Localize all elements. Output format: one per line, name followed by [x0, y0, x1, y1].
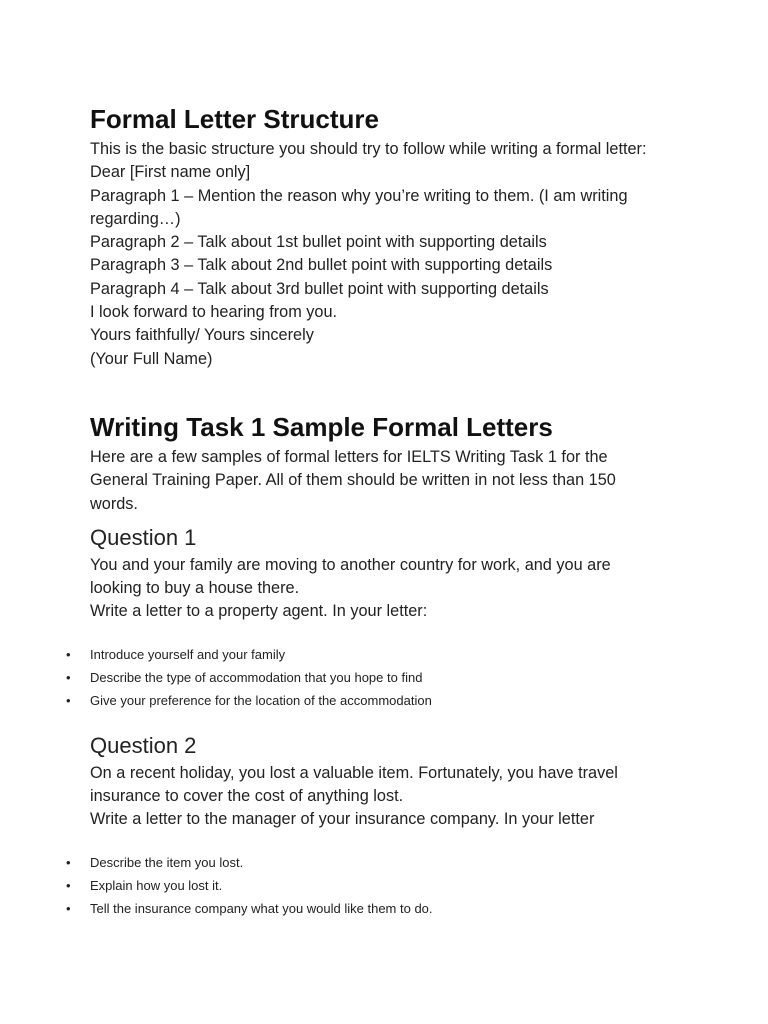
question-line: Write a letter to a property agent. In your letter:: [90, 602, 428, 621]
body-line: Yours faithfully/ Yours sincerely: [90, 326, 314, 345]
list-item-text: Explain how you lost it.: [90, 877, 223, 893]
intro-line: words.: [90, 494, 138, 513]
list-item: [66, 643, 750, 666]
section-formal-letter-structure: [90, 100, 750, 371]
bullet-icon: •: [66, 901, 71, 917]
list-item: [66, 666, 750, 689]
section-sample-letters: [66, 408, 750, 920]
list-item-text: Tell the insurance company what you would like them to do.: [90, 901, 433, 917]
list-item-text: Describe the item you lost.: [90, 854, 244, 870]
bullet-icon: •: [66, 877, 71, 893]
body-line: Paragraph 3 – Talk about 2nd bullet point with supporting details: [90, 256, 553, 275]
question-2-bullet-list: [66, 851, 750, 921]
body-line: Paragraph 4 – Talk about 3rd bullet point with supporting details: [90, 279, 549, 298]
question-line: You and your family are moving to another country for work, and you are: [90, 555, 611, 574]
section-title: Writing Task 1 Sample Formal Letters: [90, 411, 553, 442]
bullet-icon: •: [66, 854, 71, 870]
body-line: Paragraph 1 – Mention the reason why you’re writing to them. (I am writing: [90, 186, 628, 205]
intro-line: General Training Paper. All of them should be written in not less than 150: [90, 471, 616, 490]
list-item: [66, 689, 750, 712]
intro-line: Here are a few samples of formal letters for IELTS Writing Task 1 for the: [90, 447, 608, 466]
bullet-icon: •: [66, 693, 71, 709]
body-line: I look forward to hearing from you.: [90, 303, 338, 322]
body-line: This is the basic structure you should try to follow while writing a formal letter:: [90, 140, 647, 158]
body-line: regarding…): [90, 209, 181, 228]
body-line: Paragraph 2 – Talk about 1st bullet point with supporting details: [90, 233, 547, 252]
list-item: [66, 851, 750, 874]
bullet-icon: •: [66, 646, 71, 662]
list-item: [66, 874, 750, 897]
body-line: Dear [First name only]: [90, 163, 251, 182]
bullet-icon: •: [66, 670, 71, 686]
question-2-heading: Question 2: [90, 732, 197, 758]
document-page: [66, 100, 750, 920]
list-item-text: Give your preference for the location of the accommodation: [90, 693, 432, 709]
question-line: looking to buy a house there.: [90, 579, 300, 598]
question-line: insurance to cover the cost of anything lost.: [90, 786, 404, 805]
list-item-text: Introduce yourself and your family: [90, 646, 286, 662]
body-line: (Your Full Name): [90, 349, 213, 368]
question-line: Write a letter to the manager of your insurance company. In your letter: [90, 810, 595, 829]
section-title: Formal Letter Structure: [90, 104, 379, 134]
question-1-bullet-list: [66, 643, 750, 713]
list-item-text: Describe the type of accommodation that you hope to find: [90, 670, 423, 686]
question-line: On a recent holiday, you lost a valuable item. Fortunately, you have travel: [90, 763, 618, 782]
list-item: [66, 897, 750, 920]
question-1-heading: Question 1: [90, 524, 197, 550]
